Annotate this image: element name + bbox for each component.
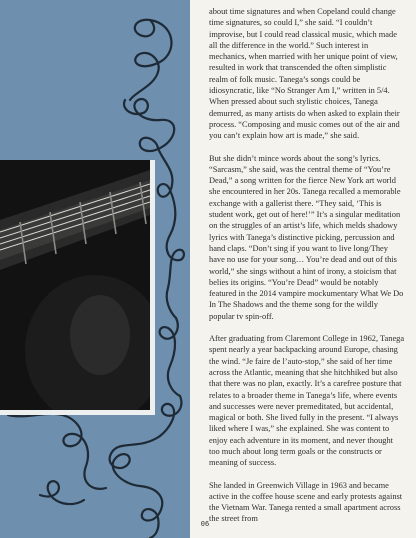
blue-side-panel xyxy=(0,0,190,538)
article-paragraph: But she didn’t mince words about the song’s lyrics. “Sarcasm,” she said, was the central theme of “You’re Dead,” a song written for the fierce New York art world she encountered in her 20s. Tanega recalled a memorable exchange with a gallerist there. “They said, ‘This is student work, get out of here!’” It’s a singular meditation on the struggles of an artist’s life, which melds shadowy lyrics with Tanega’s distinctive picking, percussion and hand claps. “Don’t sing if you want to live long/They have no use for your song… You’re dead and out of this world,” she sings without a hint of irony, a stoicism that belies its origins. “You’re Dead” would be notably featured in the 2014 vampire mockumentary What We Do In The Shadows and the theme song for the wildly popular tv spin-off. xyxy=(209,153,404,321)
article-paragraph: After graduating from Claremont College in 1962, Tanega spent nearly a year backpacking around Europe, chasing the wind. “Je faire de l’auto-stop,” she said of her time across the Atlantic, meaning that she hitchhiked but also that there was no plan, exactly. It’s a carefree posture that relates to a broader theme in Tanega’s life, where events and successes were never premeditated, but accidental, magical or both. She lived fully in the present. “I always liked where I was,” she explained. She was content to enjoy each adventure in its moment, and never thought too much about long term goals or the constructs or meaning of success. xyxy=(209,334,405,468)
article-paragraph: about time signatures and when Copeland could change time signatures, so could I,” she said. “I couldn’t improvise, but I could read classical music, which made all the difference in the world.” Such interest in mechanics, when married with her unique point of view, resulted in work that transcended the often simplistic realm of folk music. Tanega’s songs could be idiosyncratic, like “No Stranger Am I,” written in 5/4. When pressed about such stylistic choices, Tanega demurred, as many artists do when asked to explain their process. “Composing and music comes out of the air and you can’t explain how art is made,” she said. xyxy=(209,7,400,141)
article-paragraph: She landed in Greenwich Village in 1963 and became active in the coffee house scene and early protests against the Vietnam War. Tanega rented a small apartment across the street from xyxy=(209,480,403,524)
guitarist-photo xyxy=(0,160,155,415)
article-text-column xyxy=(209,6,405,536)
guitar-neck-image xyxy=(0,160,150,410)
page-number: 06 xyxy=(200,520,210,528)
page-number-footer xyxy=(0,520,416,528)
